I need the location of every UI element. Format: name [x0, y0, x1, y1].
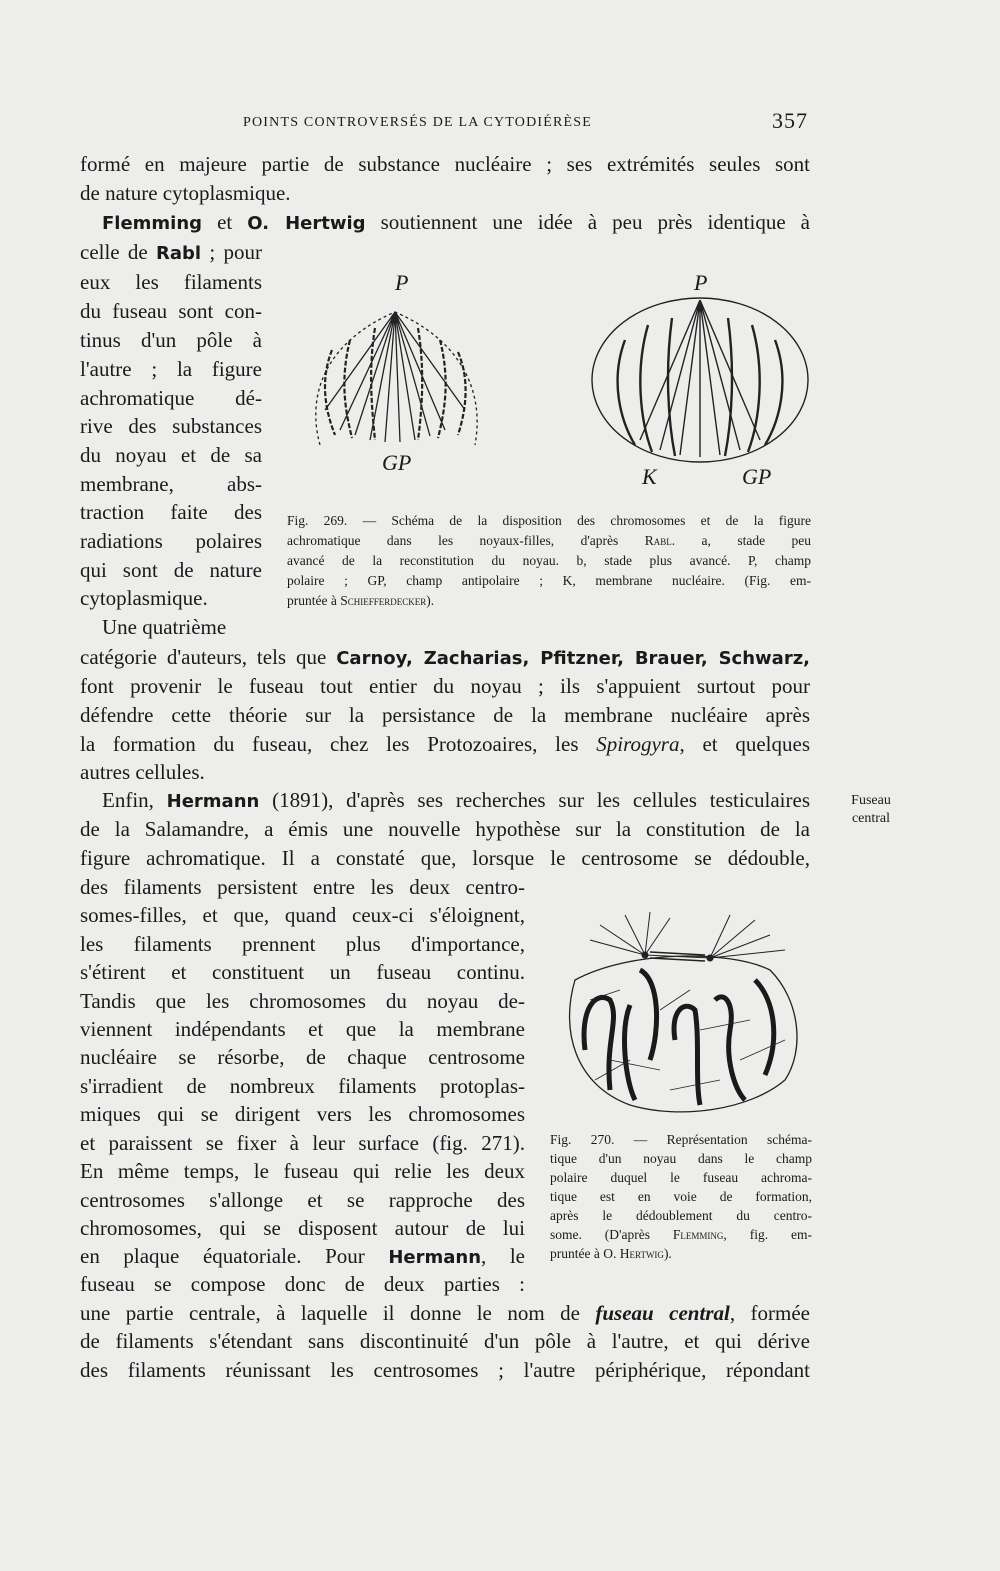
text-line: des filaments persistent entre les deux centro-: [80, 875, 525, 899]
author-name: O. Hertwig: [247, 213, 366, 234]
text-line: fuseau se compose donc de deux parties :: [80, 1272, 525, 1296]
text-line: de filaments s'étendant sans discontinuité d'un pôle à l'autre, et qui dérive: [80, 1329, 810, 1353]
figure-269-drawing: [280, 270, 840, 489]
text-line: rive des substances: [80, 414, 262, 438]
author-name: Hermann: [388, 1247, 482, 1268]
fig269-label-p-left: P: [395, 270, 409, 295]
text-span: achromatique dans les noyaux-filles, d'après: [287, 533, 645, 548]
text-line: de la Salamandre, a émis une nouvelle hypothèse sur la constitution de la: [80, 817, 810, 841]
figure-270-drawing: [550, 910, 812, 1120]
margin-note-line: Fuseau: [851, 793, 891, 808]
margin-note-line: central: [851, 811, 891, 826]
fig269-b-nucleus: [592, 298, 808, 462]
text-span: , et quelques: [679, 732, 810, 756]
text-line: les filaments prennent plus d'importance,: [80, 932, 525, 956]
running-header: POINTS CONTROVERSÉS DE LA CYTODIÉRÈSE: [243, 115, 593, 130]
fig270-caption-line: polaire duquel le fuseau achroma-: [550, 1170, 812, 1185]
text-line: En même temps, le fuseau qui relie les deux: [80, 1159, 525, 1183]
text-span: une partie centrale, à laquelle il donne le nom de: [80, 1301, 596, 1325]
text-line: tinus d'un pôle à: [80, 328, 262, 352]
text-span: Flemming: [672, 1227, 724, 1242]
text-line: de nature cytoplasmique.: [80, 181, 291, 205]
text-span: , fig. em-: [723, 1227, 812, 1242]
fig270-caption-line: [550, 1244, 812, 1263]
page-number: 357: [772, 108, 808, 133]
genus-name: Spirogyra: [596, 732, 680, 756]
text-span: , le: [481, 1244, 526, 1268]
text-span: , formée: [729, 1301, 810, 1325]
text-line: chromosomes, qui se disposent autour de lui: [80, 1216, 525, 1240]
fig270-caption-line: Fig. 270. — Représentation schéma-: [550, 1132, 812, 1147]
text-line: somes-filles, et que, quand ceux-ci s'éloignent,: [80, 903, 525, 927]
fig269-caption-line: [287, 591, 811, 610]
fig270-caption-line: tique est en voie de formation,: [550, 1189, 812, 1204]
fig269-caption-line: avancé de la reconstitution du noyau. b, stade plus avancé. P, champ: [287, 553, 811, 568]
text-line: achromatique dé-: [80, 386, 262, 410]
text-line: du noyau et de sa: [80, 443, 262, 467]
text-span: catégorie d'auteurs, tels que: [80, 645, 337, 669]
author-name: Rabl: [156, 243, 202, 264]
term-emphasis: fuseau central: [595, 1301, 730, 1325]
text-line: l'autre ; la figure: [80, 357, 262, 381]
text-line: miques qui se dirigent vers les chromosomes: [80, 1102, 525, 1126]
fig269-label-gp-left: GP: [382, 450, 412, 475]
text-line: font provenir le fuseau tout entier du noyau ; ils s'appuient surtout pour: [80, 674, 810, 698]
text-line: formé en majeure partie de substance nucléaire ; ses extrémités seules sont: [80, 152, 810, 176]
text-line: traction faite des: [80, 500, 262, 524]
text-span: pruntée à: [287, 593, 341, 608]
author-names: Carnoy, Zacharias, Pfitzner, Brauer, Schwarz,: [336, 648, 811, 669]
author-name: Flemming: [102, 213, 203, 234]
text-span: O. Hertwig: [603, 1246, 664, 1261]
text-span: et: [202, 210, 248, 234]
text-line: défendre cette théorie sur la persistance de la membrane nucléaire après: [80, 703, 810, 727]
text-span: Rabl: [644, 533, 672, 548]
text-line: des filaments réunissant les centrosomes ; l'autre périphérique, répondant: [80, 1358, 810, 1382]
text-line: s'irradient de nombreux filaments protoplas-: [80, 1074, 525, 1098]
text-line: [80, 208, 810, 238]
text-span: some. (D'après: [550, 1227, 673, 1242]
text-line: centrosomes s'allonge et se rapproche des: [80, 1188, 525, 1212]
text-span: celle de: [80, 240, 157, 264]
fig270-caption-line: après le dédoublement du centro-: [550, 1208, 812, 1223]
text-span: Schiefferdecker: [340, 593, 427, 608]
text-line: Une quatrième: [102, 615, 227, 639]
fig269-a-nucleus: [316, 312, 477, 445]
text-span: en plaque équatoriale. Pour: [80, 1244, 389, 1268]
margin-note: [842, 792, 900, 828]
text-line: [80, 730, 810, 758]
text-line: [80, 238, 262, 268]
text-span: ; pour: [201, 240, 262, 264]
text-line: figure achromatique. Il a constaté que, lorsque le centrosome se dédouble,: [80, 846, 810, 870]
text-line: s'étirent et constituent un fuseau continu.: [80, 960, 525, 984]
author-name: Hermann: [166, 791, 260, 812]
fig270-spindle: [590, 912, 785, 961]
fig269-caption-line: Fig. 269. — Schéma de la disposition des chromosomes et de la figure: [287, 513, 811, 528]
text-span: ).: [426, 593, 435, 608]
text-line: viennent indépendants et que la membrane: [80, 1017, 525, 1041]
text-span: (1891), d'après ses recherches sur les cellules testiculaires: [259, 788, 810, 812]
text-line: cytoplasmique.: [80, 586, 208, 610]
fig269-label-gp-right: GP: [742, 464, 772, 489]
fig269-caption-line: polaire ; GP, champ antipolaire ; K, membrane nucléaire. (Fig. em-: [287, 573, 811, 588]
text-line: [80, 786, 810, 816]
fig270-nucleus: [570, 956, 797, 1112]
text-line: du fuseau sont con-: [80, 299, 262, 323]
text-line: radiations polaires: [80, 529, 262, 553]
text-line: [80, 1242, 525, 1272]
text-span: . a, stade peu: [671, 533, 811, 548]
text-span: pruntée à: [550, 1246, 604, 1261]
text-line: et paraissent se fixer à leur surface (fig. 271).: [80, 1131, 525, 1155]
text-line: nucléaire se résorbe, de chaque centrosome: [80, 1045, 525, 1069]
fig269-label-k: K: [642, 464, 657, 489]
fig269-label-p-right: P: [694, 270, 708, 295]
text-line: Tandis que les chromosomes du noyau de-: [80, 989, 525, 1013]
text-span: soutiennent une idée à peu près identique à: [365, 210, 811, 234]
text-span: ).: [663, 1246, 672, 1261]
text-span: la formation du fuseau, chez les Protozoaires, les: [80, 732, 597, 756]
text-line: membrane, abs-: [80, 472, 262, 496]
fig269-caption-line: [287, 531, 811, 550]
text-line: eux les filaments: [80, 270, 262, 294]
text-span: Enfin,: [102, 788, 167, 812]
text-line: qui sont de nature: [80, 558, 262, 582]
fig270-caption-line: [550, 1225, 812, 1244]
text-line: [80, 643, 810, 673]
text-line: autres cellules.: [80, 760, 205, 784]
fig270-caption-line: tique d'un noyau dans le champ: [550, 1151, 812, 1166]
text-line: [80, 1299, 810, 1327]
